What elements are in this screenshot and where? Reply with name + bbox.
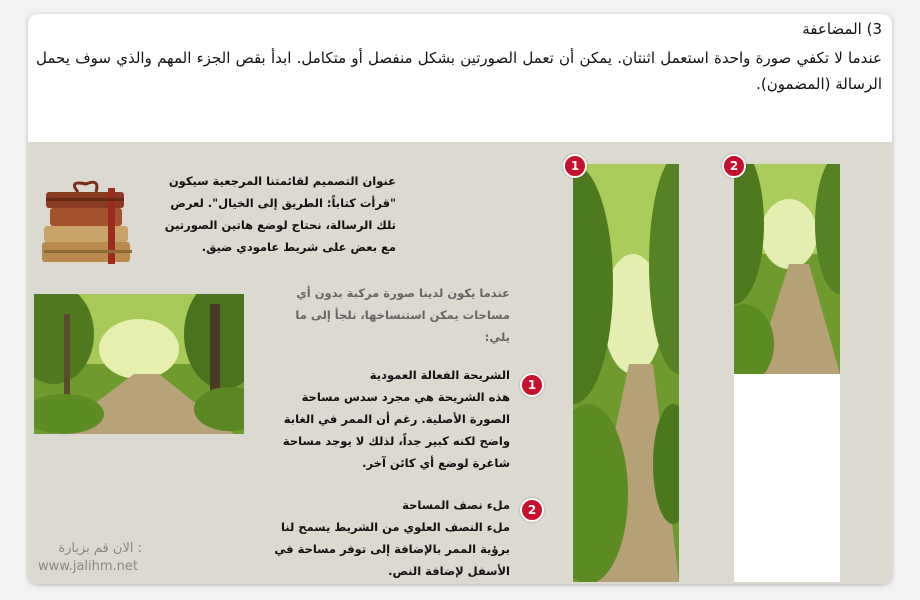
strip-2-badge: 2	[722, 154, 746, 178]
watermark-line2: www.jalihm.net	[38, 559, 139, 574]
page-card	[28, 14, 892, 584]
forest-strip-2	[734, 164, 840, 582]
forest-photo-original	[34, 294, 244, 434]
step-2-body: ملء النصف العلوي من الشريط يسمح لنا برؤية الممر بالإضافة إلى توفر مساحة في الأسفل لإضافة النص.	[274, 520, 510, 578]
step-1-title: الشريحة الفعالة العمودية	[369, 368, 510, 382]
forest-strip-1	[573, 164, 679, 582]
step-1-body: هذه الشريحة هي مجرد سدس مساحة الصورة الأصلية. رغم أن الممر في الغابة واضح لكنه كبير جداً، لذلك لا يوجد مساحة شاغرة لوضع أي كائن آخر.	[282, 390, 510, 470]
problem-text: عندما يكون لدينا صورة مركبة بدون أي مساحات يمكن استنساخها، نلجأ إلى ما يلي:	[295, 286, 510, 344]
illustration-panel	[28, 142, 892, 584]
watermark	[38, 540, 142, 576]
intro-text: عنوان التصميم لقائمتنا المرجعية سيكون "قرأت كتاباً: الطريق إلى الخيال". لعرض تلك الرسالة، نحتاج لوضع هاتين الصورتين مع بعض على شريط عامودي ضيق.	[164, 174, 396, 254]
step-2-title: ملء نصف المساحة	[402, 498, 510, 512]
section-paragraph: عندما لا تكفي صورة واحدة استعمل اثنتان. يمكن أن تعمل الصورتين بشكل منفصل أو متكامل. ابدأ بقص الجزء المهم والذي سوف يحمل الرسالة (المضمون).	[36, 49, 882, 93]
step-1-badge: 1	[520, 373, 544, 397]
books-icon	[38, 178, 136, 266]
strip-1-badge: 1	[563, 154, 587, 178]
section-title: 3) المضاعفة	[802, 20, 882, 38]
header-section	[28, 14, 892, 142]
watermark-line1: الان قم بزيارة :	[58, 541, 142, 556]
step-2-badge: 2	[520, 498, 544, 522]
